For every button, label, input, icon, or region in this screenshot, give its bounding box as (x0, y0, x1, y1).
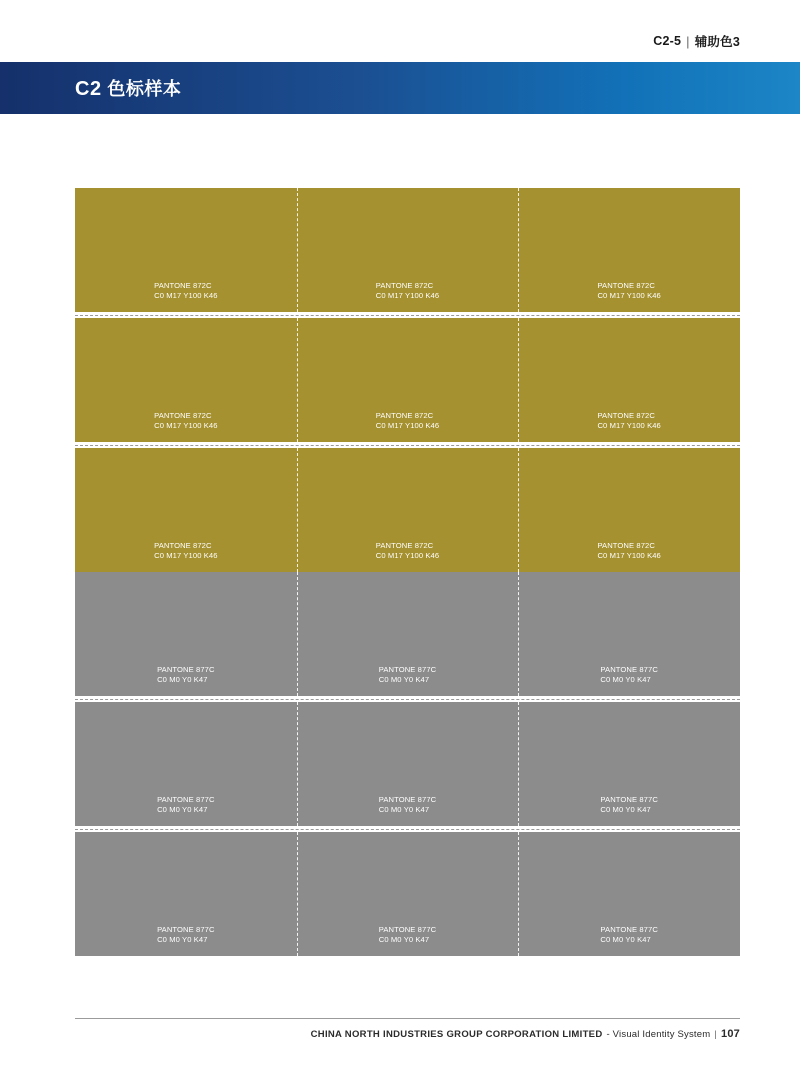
swatch-band (75, 832, 740, 956)
swatch-pantone: PANTONE 877C (157, 665, 215, 674)
swatch-cell (75, 188, 297, 312)
swatch-pantone: PANTONE 872C (154, 411, 212, 420)
header-reference (653, 32, 740, 50)
swatch-caption (600, 665, 657, 685)
swatch-formula: C0 M0 Y0 K47 (378, 675, 430, 684)
swatch-band (75, 572, 740, 696)
header-reference-label: 辅助色3 (694, 35, 740, 49)
swatch-caption (597, 541, 660, 561)
page-title-text: 色标样本 (107, 79, 182, 99)
swatch-caption (597, 281, 660, 301)
footer (311, 1028, 740, 1040)
swatch-pantone: PANTONE 872C (597, 541, 655, 550)
page-title (75, 75, 181, 101)
swatch-band (75, 448, 740, 572)
title-bar (0, 62, 800, 114)
swatch-formula: C0 M0 Y0 K47 (157, 935, 208, 944)
swatch-formula: C0 M17 Y100 K46 (597, 421, 661, 430)
footer-divider (75, 1018, 740, 1019)
swatch-pantone: PANTONE 877C (600, 795, 658, 804)
swatch-cell (75, 702, 297, 826)
swatch-caption (376, 281, 439, 301)
swatch-pantone: PANTONE 872C (154, 281, 212, 290)
swatch-caption (376, 411, 439, 431)
swatch-pantone: PANTONE 877C (600, 925, 658, 934)
swatch-pantone: PANTONE 872C (597, 411, 655, 420)
swatch-caption (154, 541, 217, 561)
swatch-cell (297, 702, 519, 826)
swatch-formula: C0 M0 Y0 K47 (600, 935, 651, 944)
swatch-caption (600, 795, 657, 815)
swatch-pantone: PANTONE 877C (157, 795, 215, 804)
swatch-cell (75, 572, 297, 696)
swatch-caption (379, 925, 436, 945)
swatch-formula: C0 M17 Y100 K46 (375, 291, 440, 300)
swatch-pantone: PANTONE 877C (378, 795, 437, 804)
swatch-formula: C0 M17 Y100 K46 (375, 421, 440, 430)
swatch-pantone: PANTONE 877C (157, 925, 215, 934)
swatch-caption (379, 665, 436, 685)
swatch-formula: C0 M0 Y0 K47 (378, 805, 430, 814)
swatch-caption (379, 795, 436, 815)
footer-system: - Visual Identity System (606, 1029, 711, 1040)
swatch-formula: C0 M17 Y100 K46 (154, 291, 218, 300)
swatch-formula: C0 M17 Y100 K46 (154, 421, 218, 430)
swatch-caption (157, 925, 214, 945)
header-reference-code: C2-5 (653, 34, 682, 48)
swatch-pantone: PANTONE 877C (378, 925, 437, 934)
swatch-caption (376, 541, 439, 561)
swatch-pantone: PANTONE 872C (375, 411, 434, 420)
footer-separator: | (714, 1029, 718, 1040)
swatch-pantone: PANTONE 872C (597, 281, 655, 290)
swatch-pantone: PANTONE 877C (378, 665, 437, 674)
swatch-cell (297, 572, 519, 696)
swatch-cell (518, 572, 740, 696)
swatch-formula: C0 M0 Y0 K47 (600, 675, 651, 684)
swatch-band (75, 318, 740, 442)
swatch-formula: C0 M0 Y0 K47 (600, 805, 651, 814)
swatch-caption (600, 925, 657, 945)
swatch-pantone: PANTONE 872C (375, 281, 434, 290)
swatch-cell (518, 318, 740, 442)
swatch-formula: C0 M0 Y0 K47 (157, 675, 208, 684)
swatch-cell (297, 448, 519, 572)
swatch-cell (297, 188, 519, 312)
footer-company: CHINA NORTH INDUSTRIES GROUP CORPORATION LIMITED (310, 1029, 603, 1040)
swatch-caption (154, 411, 217, 431)
swatch-formula: C0 M0 Y0 K47 (378, 935, 430, 944)
swatch-formula: C0 M17 Y100 K46 (375, 551, 440, 560)
swatch-cell (518, 448, 740, 572)
swatch-pantone: PANTONE 872C (154, 541, 212, 550)
page-title-code: C2 (75, 78, 102, 100)
page-number: 107 (721, 1028, 740, 1040)
swatch-formula: C0 M17 Y100 K46 (597, 291, 661, 300)
swatch-caption (154, 281, 217, 301)
swatch-cell (518, 188, 740, 312)
swatch-caption (157, 665, 214, 685)
swatch-cell (75, 318, 297, 442)
swatch-caption (157, 795, 214, 815)
swatch-cell (297, 832, 519, 956)
swatch-cell (75, 832, 297, 956)
swatch-formula: C0 M17 Y100 K46 (597, 551, 661, 560)
swatch-pantone: PANTONE 872C (375, 541, 434, 550)
swatch-caption (597, 411, 660, 431)
swatch-cell (297, 318, 519, 442)
swatch-band (75, 702, 740, 826)
swatch-grid (75, 188, 740, 956)
swatch-formula: C0 M17 Y100 K46 (154, 551, 218, 560)
swatch-cell (75, 448, 297, 572)
swatch-formula: C0 M0 Y0 K47 (157, 805, 208, 814)
swatch-cell (518, 832, 740, 956)
swatch-pantone: PANTONE 877C (600, 665, 658, 674)
swatch-band (75, 188, 740, 312)
header-reference-separator: | (686, 33, 690, 49)
swatch-cell (518, 702, 740, 826)
